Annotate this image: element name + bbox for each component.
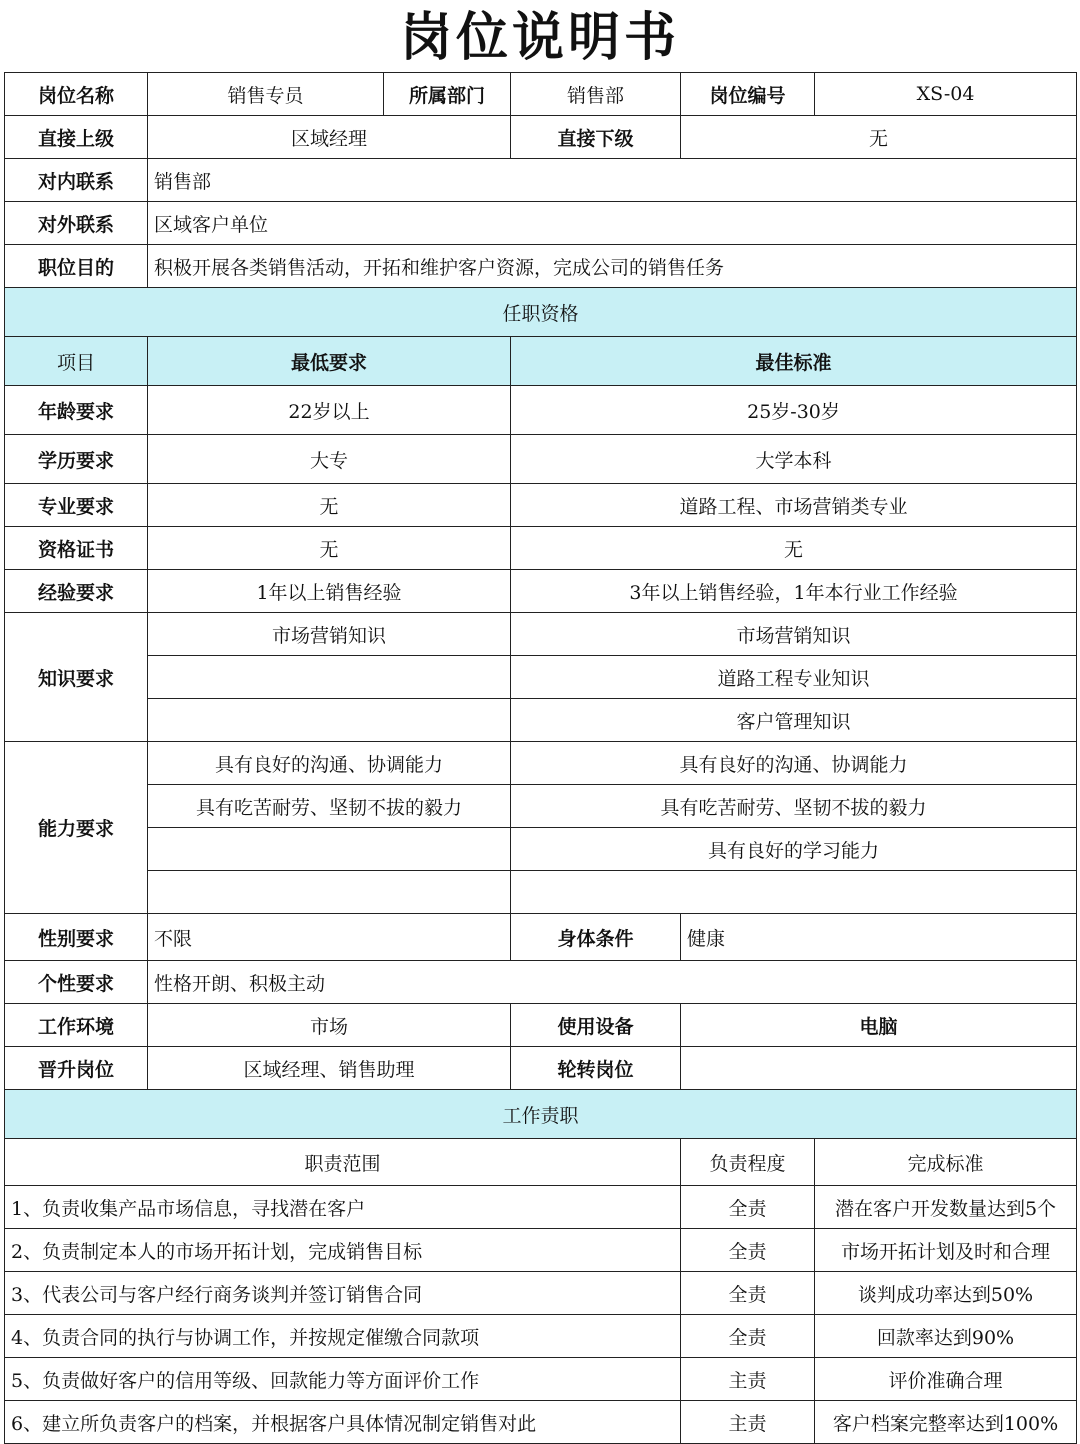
qualification-best: 道路工程、市场营销类专业 xyxy=(511,484,1077,527)
qualification-label: 年龄要求 xyxy=(5,386,148,435)
gender-value: 不限 xyxy=(148,914,511,961)
col-best-header: 最佳标准 xyxy=(511,337,1077,386)
personality-value: 性格开朗、积极主动 xyxy=(148,961,1077,1004)
equipment-value: 电脑 xyxy=(681,1004,1077,1047)
subordinate-label: 直接下级 xyxy=(511,116,681,159)
position-code-label: 岗位编号 xyxy=(681,73,815,116)
duty-scope: 1、负责收集产品市场信息，寻找潜在客户 xyxy=(5,1186,681,1229)
external-contact-value: 区域客户单位 xyxy=(148,202,1077,245)
duty-standard: 潜在客户开发数量达到5个 xyxy=(815,1186,1077,1229)
personality-label: 个性要求 xyxy=(5,961,148,1004)
ability-best: 具有良好的沟通、协调能力 xyxy=(511,742,1077,785)
qualification-label: 经验要求 xyxy=(5,570,148,613)
department-value: 销售部 xyxy=(511,73,681,116)
duty-scope: 5、负责做好客户的信用等级、回款能力等方面评价工作 xyxy=(5,1358,681,1401)
duty-scope: 6、建立所负责客户的档案，并根据客户具体情况制定销售对此 xyxy=(5,1401,681,1444)
col-item-header: 项目 xyxy=(5,337,148,386)
qualification-min: 1年以上销售经验 xyxy=(148,570,511,613)
duty-degree: 主责 xyxy=(681,1401,815,1444)
ability-min: 具有吃苦耐劳、坚韧不拔的毅力 xyxy=(148,785,511,828)
ability-min xyxy=(148,871,511,914)
gender-label: 性别要求 xyxy=(5,914,148,961)
knowledge-min xyxy=(148,699,511,742)
superior-label: 直接上级 xyxy=(5,116,148,159)
qualification-best: 无 xyxy=(511,527,1077,570)
external-contact-label: 对外联系 xyxy=(5,202,148,245)
duty-standard: 客户档案完整率达到100% xyxy=(815,1401,1077,1444)
qualification-label: 资格证书 xyxy=(5,527,148,570)
duty-standard: 回款率达到90% xyxy=(815,1315,1077,1358)
duties-section-title: 工作责职 xyxy=(5,1090,1077,1139)
ability-best: 具有良好的学习能力 xyxy=(511,828,1077,871)
qualification-label: 学历要求 xyxy=(5,435,148,484)
col-standard-header: 完成标准 xyxy=(815,1139,1077,1186)
environment-label: 工作环境 xyxy=(5,1004,148,1047)
col-min-header: 最低要求 xyxy=(148,337,511,386)
ability-best: 具有吃苦耐劳、坚韧不拔的毅力 xyxy=(511,785,1077,828)
purpose-value: 积极开展各类销售活动，开拓和维护客户资源，完成公司的销售任务 xyxy=(148,245,1077,288)
rotation-label: 轮转岗位 xyxy=(511,1047,681,1090)
page-title: 岗位说明书 xyxy=(399,8,680,68)
purpose-label: 职位目的 xyxy=(5,245,148,288)
duty-degree: 全责 xyxy=(681,1272,815,1315)
knowledge-min: 市场营销知识 xyxy=(148,613,511,656)
knowledge-best: 市场营销知识 xyxy=(511,613,1077,656)
qualification-best: 大学本科 xyxy=(511,435,1077,484)
internal-contact-label: 对内联系 xyxy=(5,159,148,202)
ability-best xyxy=(511,871,1077,914)
qualification-min: 无 xyxy=(148,484,511,527)
duty-scope: 2、负责制定本人的市场开拓计划，完成销售目标 xyxy=(5,1229,681,1272)
qualifications-section-title: 任职资格 xyxy=(5,288,1077,337)
job-description-table xyxy=(4,72,1077,1444)
position-name-value: 销售专员 xyxy=(148,73,384,116)
qualification-min: 22岁以上 xyxy=(148,386,511,435)
knowledge-best: 道路工程专业知识 xyxy=(511,656,1077,699)
department-label: 所属部门 xyxy=(384,73,511,116)
duty-degree: 全责 xyxy=(681,1229,815,1272)
physical-label: 身体条件 xyxy=(511,914,681,961)
ability-label: 能力要求 xyxy=(5,742,148,914)
knowledge-min xyxy=(148,656,511,699)
promotion-value: 区域经理、销售助理 xyxy=(148,1047,511,1090)
physical-value: 健康 xyxy=(681,914,1077,961)
position-code-value: XS-04 xyxy=(815,73,1077,116)
duty-standard: 市场开拓计划及时和合理 xyxy=(815,1229,1077,1272)
duty-scope: 4、负责合同的执行与协调工作，并按规定催缴合同款项 xyxy=(5,1315,681,1358)
col-scope-header: 职责范围 xyxy=(5,1139,681,1186)
qualification-best: 3年以上销售经验，1年本行业工作经验 xyxy=(511,570,1077,613)
duty-degree: 全责 xyxy=(681,1315,815,1358)
ability-min: 具有良好的沟通、协调能力 xyxy=(148,742,511,785)
superior-value: 区域经理 xyxy=(148,116,511,159)
col-degree-header: 负责程度 xyxy=(681,1139,815,1186)
equipment-label: 使用设备 xyxy=(511,1004,681,1047)
knowledge-label: 知识要求 xyxy=(5,613,148,742)
duty-degree: 主责 xyxy=(681,1358,815,1401)
ability-min xyxy=(148,828,511,871)
qualification-best: 25岁-30岁 xyxy=(511,386,1077,435)
knowledge-best: 客户管理知识 xyxy=(511,699,1077,742)
qualification-min: 无 xyxy=(148,527,511,570)
qualification-min: 大专 xyxy=(148,435,511,484)
duty-degree: 全责 xyxy=(681,1186,815,1229)
subordinate-value: 无 xyxy=(681,116,1077,159)
duty-scope: 3、代表公司与客户经行商务谈判并签订销售合同 xyxy=(5,1272,681,1315)
duty-standard: 评价准确合理 xyxy=(815,1358,1077,1401)
qualification-label: 专业要求 xyxy=(5,484,148,527)
internal-contact-value: 销售部 xyxy=(148,159,1077,202)
position-name-label: 岗位名称 xyxy=(5,73,148,116)
promotion-label: 晋升岗位 xyxy=(5,1047,148,1090)
environment-value: 市场 xyxy=(148,1004,511,1047)
duty-standard: 谈判成功率达到50% xyxy=(815,1272,1077,1315)
rotation-value xyxy=(681,1047,1077,1090)
